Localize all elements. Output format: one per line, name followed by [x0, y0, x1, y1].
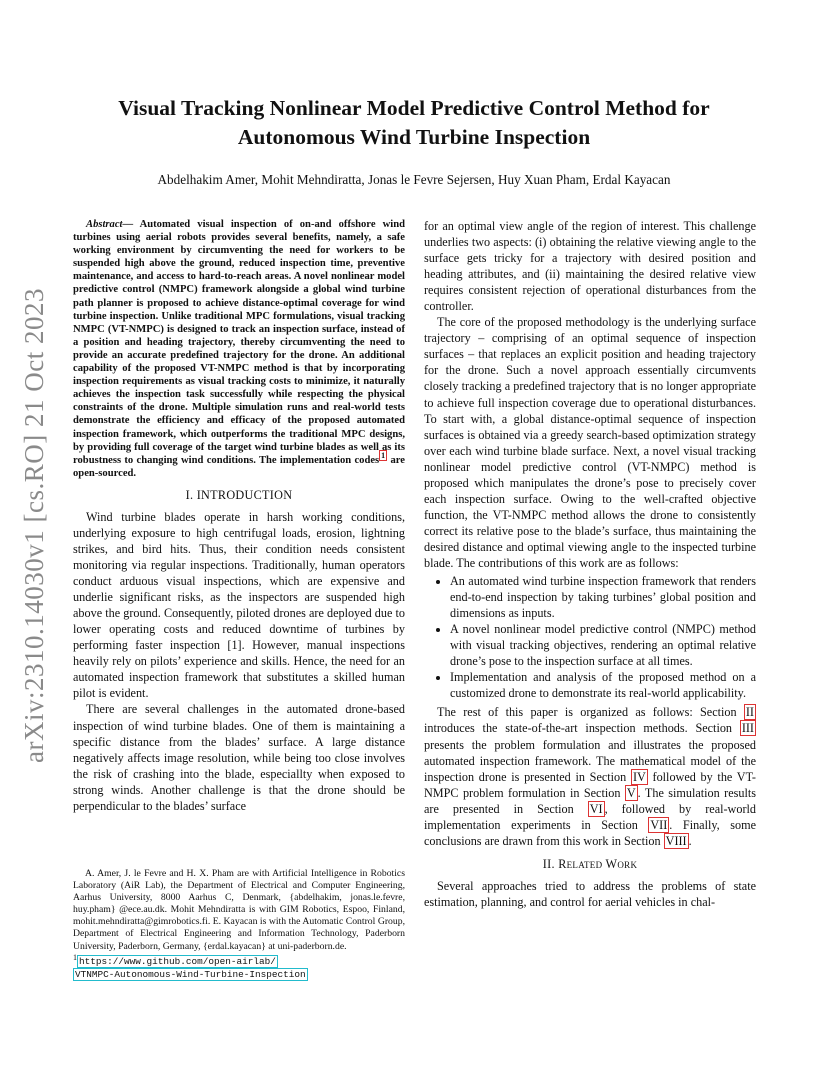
section-heading-related-work: [424, 856, 756, 872]
outline-text: followed by the VT-NMPC problem formulation in Section: [424, 769, 756, 800]
section-number: I.: [185, 487, 194, 502]
related-paragraph-1: Several approaches tried to address the problems of state estimation, planning, and control for aerial vehicles in chal-: [424, 878, 756, 909]
author-list: Abdelhakim Amer, Mohit Mehndiratta, Jonas le Fevre Sejersen, Huy Xuan Pham, Erdal Kayacan: [157, 172, 671, 187]
intro-paragraph-2: There are several challenges in the automated drone-based inspection of wind turbine blades. One of them is maintaining a specific distance from the blades’ surface. A large distance negatively affects image resolution, while being too close involves the risk of crashing into the blade, especiallty when exposed to strong winds. Another challenge is that the drone should be perpendicular to the blades’ surface: [73, 702, 405, 813]
paper-title: [80, 94, 748, 152]
arxiv-stamp-text: arXiv:2310.14030v1 [cs.RO] 21 Oct 2023: [18, 287, 49, 763]
section-link-vii[interactable]: VII: [650, 817, 668, 832]
title-line-1: Visual Tracking Nonlinear Model Predictive Control Method for: [118, 96, 710, 120]
outline-text: introduces the state-of-the-art inspection methods. Section: [424, 721, 740, 736]
footnotes: [73, 868, 405, 981]
section-title: INTRODUCTION: [196, 487, 293, 502]
outline-text: . Finally, some conclusions are drawn from this work in Section: [424, 817, 756, 848]
right-paragraph-2: The core of the proposed methodology is the underlying surface trajectory – comprising of an optimal sequence of inspection surfaces – that replaces an explicit position and heading trajectory for the drone. Such a novel approach essentially circumvents closely tracking a predefined trajectory that is no longer appropriate to achieve full inspection coverage due to operational disturbances. To start with, a global distance-optimal sequence of inspection surfaces is obtained via a greedy search-based optimization strategy over each wind turbine blade surface. Next, a novel visual tracking nonlinear model predictive control (VT-NMPC) method is proposed which manipulates the drone’s pose to precisely cover each inspection surface. Owing to the well-crafted objective function, the VT-NMPC method allows the drone to consistently correct its relative pose to the blade’s surface, thus maintaining the desired distance and optimal viewing angle to the inspected turbine blade. The contributions of this work are as follows:: [424, 315, 756, 570]
right-paragraph-1: for an optimal view angle of the region of interest. This challenge underlies two aspects: (i) obtaining the relative viewing angle to the surface gets tricky for a trajectory with desired position and heading attributes, and (ii) maintaining the desired relative view requires consistent rejection of operational disturbances from the controller.: [424, 219, 756, 314]
title-line-2: Autonomous Wind Turbine Inspection: [237, 125, 591, 149]
repo-link-line-2[interactable]: VTNMPC-Autonomous-Wind-Turbine-Inspection: [75, 968, 306, 980]
intro-paragraph-1: Wind turbine blades operate in harsh working conditions, underlying exposure to high centrifugal loads, erosion, lightning strikes, and bird hits. Thus, their condition needs consistent monitoring via regular inspections. Traditionally, human operators conduct arduous visual inspections, which are expensive and underlie significant risks, as the inspectors are suspended high above the ground. Consequently, piloted drones are deployed due to lower operating costs and reduced downtime of turbines by performing faster inspection [1]. However, manual inspections heavily rely on pilots’ experience and skills. Hence, the need for an automated inspection framework that substitutes a skilled human pilot is evident.: [73, 509, 405, 701]
repo-link-line-1[interactable]: https://www.github.com/open-airlab/: [79, 955, 276, 967]
contribution-item: • Implementation and analysis of the proposed method on a customized drone to demonstrate its real-world applicability.: [450, 669, 756, 701]
section-link-vi[interactable]: VI: [589, 801, 603, 816]
right-column: [424, 218, 756, 910]
url-footnote-mark: 1: [73, 952, 77, 962]
footnote-link[interactable]: 1: [381, 451, 386, 461]
section-link-iv[interactable]: IV: [632, 769, 646, 784]
arxiv-stamp: [14, 287, 54, 763]
left-column: [73, 218, 405, 814]
contributions-list: [424, 573, 756, 701]
url-footnote: [73, 952, 405, 981]
outline-text: , followed by real-world implementation experiments in Section: [424, 801, 756, 832]
outline-text: The rest of this paper is organized as follows: Section: [437, 705, 744, 720]
outline-text: . The simulation results are presented in Section: [424, 785, 756, 816]
abstract-dash: —: [122, 219, 140, 230]
abstract-lead: Abstract: [86, 219, 123, 230]
section-link-viii[interactable]: VIII: [665, 833, 687, 848]
abstract: [73, 218, 405, 480]
affiliation-footnote: A. Amer, J. le Fevre and H. X. Pham are with Artificial Intelligence in Robotics Laboratory (AiR Lab), the Department of Electrical and Computer Engineering, Aarhus University, 8000 Aarhus C, Denmark, {abdelhakim, jonas.le.fevre, huy.pham} @ece.au.dk. Mohit Mehndiratta is with GIM Robotics, Espoo, Finland, mohit.mehndiratta@gimrobotics.fi. E. Kayacan is with the Automatic Control Group, Department of Electrical Engineering and Information Technology, Paderborn University, Paderborn, Germany, {erdal.kayacan} at uni-paderborn.de.: [73, 868, 405, 952]
contribution-item: • An automated wind turbine inspection framework that renders end-to-end inspection by taking turbines’ global position and dimensions as inputs.: [450, 573, 756, 621]
abstract-tail: are open-sourced.: [73, 454, 405, 479]
section-link-ii[interactable]: II: [745, 705, 754, 720]
outline-paragraph: [424, 704, 756, 848]
abstract-text: Automated visual inspection of on-and offshore wind turbines using aerial robots provides several benefits, namely, a safe working environment by circumventing the need for workers to be suspended high above the ground, reduced inspection time, preventive maintenance, and access to hard-to-reach areas. A novel nonlinear model predictive control (NMPC) framework alongside a global wind turbine path planner is proposed to achieve distance-optimal coverage for wind turbine inspection. Unlike traditional MPC formulations, visual tracking NMPC (VT-NMPC) is designed to track an inspection surface, instead of a position and heading trajectory, thereby circumventing the need to provide an accurate predefined trajectory for the drone. An additional capability of the proposed VT-NMPC method is that by incorporating inspection requirements as visual tracking costs to minimize, it naturally achieves the inspection task successfully while respecting the physical constraints of the drone. Multiple simulation runs and real-world tests demonstrate the efficiency and efficacy of the proposed automated inspection framework, which outperforms the traditional MPC designs, by providing full coverage of the target wind turbine blades as well as its robustness to changing wind conditions. The implementation codes: [73, 219, 405, 466]
section-number: II.: [542, 856, 555, 871]
section-title: Related Work: [558, 856, 638, 871]
outline-text: presents the problem formulation and illustrates the proposed automated inspection framework. The mathematical model of the inspection drone is presented in Section: [424, 737, 756, 784]
section-heading-introduction: [73, 487, 405, 503]
outline-text: .: [688, 833, 692, 848]
section-link-v[interactable]: V: [626, 785, 636, 800]
section-link-iii[interactable]: III: [741, 721, 754, 736]
contribution-item: • A novel nonlinear model predictive control (NMPC) method with visual tracking objectives, rendering an optimal relative drone’s pose to the inspection surface at all times.: [450, 621, 756, 669]
